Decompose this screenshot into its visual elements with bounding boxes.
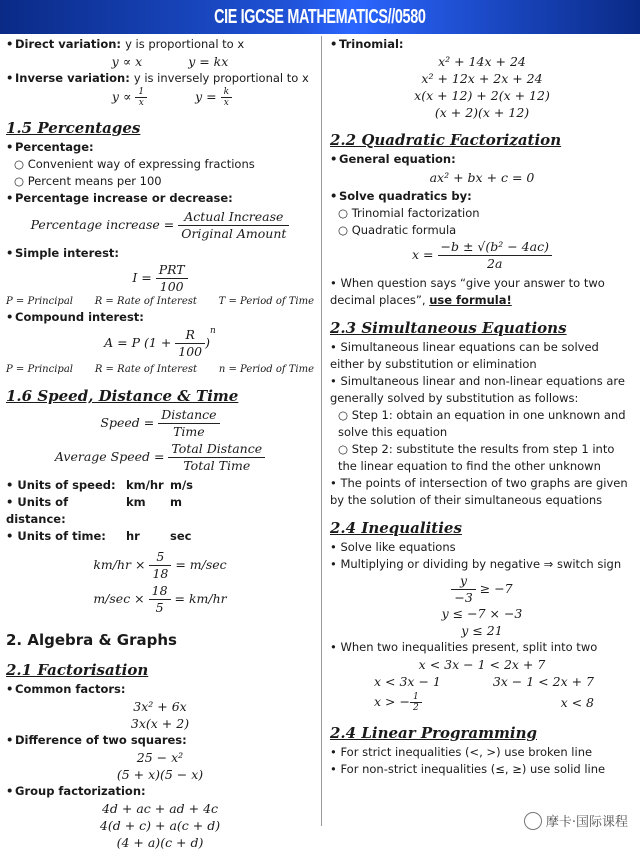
column-divider — [321, 36, 322, 826]
heading-factorisation: 2.1 Factorisation — [6, 661, 149, 679]
heading-algebra-graphs: 2. Algebra & Graphs — [6, 631, 177, 649]
heading-linear-programming: 2.4 Linear Programming — [330, 724, 537, 742]
inequality-step-3: y ≤ 21 — [461, 623, 503, 638]
units-time: • Units of time: hr sec — [6, 529, 192, 543]
difference-squares-label: • Difference of two squares: — [6, 733, 187, 747]
inequalities-bullet-2: • Multiplying or dividing by negative ⇒ switch sign — [330, 557, 622, 571]
units-speed: • Units of speed: km/hr m/s — [6, 478, 194, 492]
heading-inequalities: 2.4 Inequalities — [330, 519, 462, 537]
simultaneous-bullet-2: • Simultaneous linear and non-linear equations are generally solved by substitution as follows: — [330, 374, 625, 405]
simultaneous-step-1: ○ Step 1: obtain an equation in one unknown and solve this equation — [338, 408, 626, 439]
percentage-bullet-2: ○ Percent means per 100 — [14, 174, 162, 188]
conversion-ms-to-kmhr: m/sec × $\frac{18}{5}$ = km/hr — [93, 583, 227, 615]
inequalities-bullet-1: • Solve like equations — [330, 540, 456, 554]
split-inequality-2: x > − $\frac{1}{2}$ x < 8 — [374, 691, 594, 713]
trinomial-label: • Trinomial: — [330, 37, 404, 51]
group-factorization-line-2: 4(d + c) + a(c + d) — [99, 818, 221, 833]
left-column — [6, 36, 314, 851]
percentage-label: • Percentage: — [6, 140, 94, 154]
trinomial-line-2: x² + 12x + 2x + 24 — [421, 71, 543, 86]
split-inequality-1: x < 3x − 1 3x − 1 < 2x + 7 — [374, 674, 594, 689]
method-trinomial: ○ Trinomial factorization — [338, 206, 480, 220]
speed-formula: Speed = $\frac{\text{Distance}}{\text{Time}}$ — [6, 407, 314, 441]
general-equation-formula: ax² + bx + c = 0 — [429, 170, 535, 185]
inverse-variation: • Inverse variation: y is inversely proportional to x — [6, 71, 309, 85]
heading-percentages: 1.5 Percentages — [6, 119, 141, 137]
simultaneous-bullet-1: • Simultaneous linear equations can be solved either by substitution or elimination — [330, 340, 599, 371]
simple-interest-formula: I = $\frac{\text{PRT}}{100}$ — [6, 262, 314, 294]
difference-squares-line-2: (5 + x)(5 − x) — [116, 767, 204, 782]
percentage-increase-formula: Percentage increase = $\frac{\text{Actual Increase}}{\text{Original Amount}}$ — [6, 209, 314, 245]
right-column — [330, 36, 634, 778]
trinomial-line-3: x(x + 12) + 2(x + 12) — [414, 88, 550, 103]
heading-quadratic-factorization: 2.2 Quadratic Factorization — [330, 131, 562, 149]
inequality-step-1: $\frac{y}{-3}$ ≥ −7 — [330, 573, 634, 605]
method-quadratic-formula: ○ Quadratic formula — [338, 223, 457, 237]
inverse-formulas: y ∝ $\frac{1}{x}$ y = $\frac{k}{x}$ — [6, 87, 314, 113]
linear-programming-bullet-1: • For strict inequalities (<, >) use broken line — [330, 745, 593, 759]
quadratic-formula: x = $\frac{\text{−b ± √(b² − 4ac)}}{2a}$ — [330, 239, 634, 275]
inequalities-bullet-3: • When two inequalities present, split into two — [330, 640, 598, 654]
simple-interest-legend: P = Principal R = Rate of Interest T = Period of Time — [6, 296, 314, 307]
percentage-bullet-1: ○ Convenient way of expressing fractions — [14, 157, 255, 171]
conversion-kmhr-to-ms: km/hr × $\frac{5}{18}$ = m/sec — [93, 549, 227, 581]
simple-interest-label: • Simple interest: — [6, 246, 120, 260]
common-factors-line-2: 3x(x + 2) — [130, 716, 190, 731]
inequality-step-2: y ≤ −7 × −3 — [441, 606, 523, 621]
heading-simultaneous-equations: 2.3 Simultaneous Equations — [330, 319, 567, 337]
group-factorization-line-1: 4d + ac + ad + 4c — [101, 801, 219, 816]
compound-interest-label: • Compound interest: — [6, 310, 144, 324]
solve-quadratics-label: • Solve quadratics by: — [330, 189, 472, 203]
general-equation-label: • General equation: — [330, 152, 456, 166]
heading-speed-distance-time: 1.6 Speed, Distance & Time — [6, 387, 239, 405]
direct-variation: • Direct variation: y is proportional to x — [6, 37, 245, 51]
trinomial-line-4: (x + 2)(x + 12) — [434, 105, 530, 120]
group-factorization-line-3: (4 + a)(c + d) — [116, 835, 204, 850]
trinomial-line-1: x² + 14x + 24 — [438, 54, 526, 69]
compound-interest-legend: P = Principal R = Rate of Interest n = Period of Time — [6, 364, 314, 375]
banner-title: CIE IGCSE MATHEMATICS//0580 — [214, 5, 426, 28]
simultaneous-bullet-3: • The points of intersection of two graphs are given by the solution of their simultaneous equations — [330, 476, 628, 507]
combined-inequality: x < 3x − 1 < 2x + 7 — [418, 657, 546, 672]
common-factors-label: • Common factors: — [6, 682, 126, 696]
decimal-places-note: • When question says “give your answer to two decimal places”, use formula! — [330, 276, 605, 307]
common-factors-line-1: 3x² + 6x — [133, 699, 187, 714]
watermark: 摩卡·国际课程 — [524, 811, 628, 830]
compound-interest-formula: A = P (1 + $\frac{R}{100}$ )$^n$ — [104, 326, 216, 359]
percentage-increase-label: • Percentage increase or decrease: — [6, 191, 233, 205]
group-factorization-label: • Group factorization: — [6, 784, 146, 798]
direct-formulas: y ∝ x y = kx — [111, 54, 229, 69]
linear-programming-bullet-2: • For non-strict inequalities (≤, ≥) use solid line — [330, 762, 606, 776]
wechat-icon — [524, 812, 542, 830]
average-speed-formula: Average Speed = $\frac{\text{Total Distance}}{\text{Total Time}}$ — [6, 441, 314, 477]
units-distance: • Units of distance: km m — [6, 495, 182, 526]
title-banner — [0, 0, 640, 34]
simultaneous-step-2: ○ Step 2: substitute the results from step 1 into the linear equation to find the other unknown — [338, 442, 615, 473]
difference-squares-line-1: 25 − x² — [136, 750, 184, 765]
